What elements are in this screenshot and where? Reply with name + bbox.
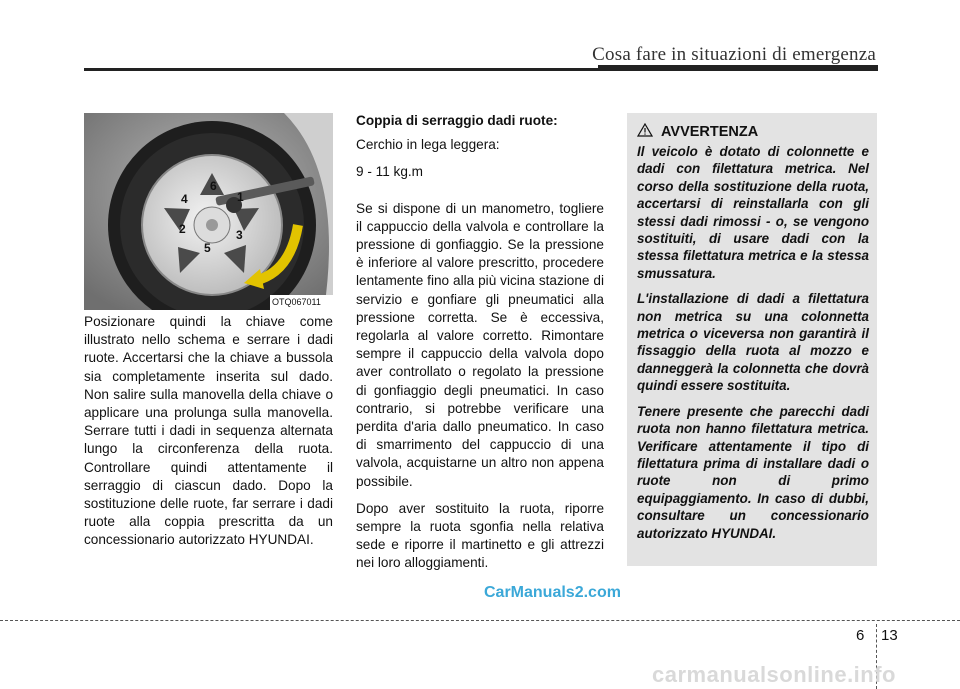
footer-rule [0,620,960,621]
warning-body [637,143,869,550]
nut-label-4: 4 [181,192,188,206]
section-number: 6 [856,627,865,644]
left-column-text: Posizionare quindi la chiave come illustrato nello schema e serrare i dadi ruote. Accertarsi che la chiave a bussola sia completamente inserita sul dado. Non salire sulla manovella della chiave o applicare una prolunga sulla manovella. Serrare tutti i dadi in sequenza alternata lungo la circonferenza della ruota. Controllare quindi attentamente il serraggio di ciascun dado. Dopo la sostituzione delle ruote, far serrare i dadi ruote alla coppia prescritta da un concessionario autorizzato HYUNDAI. [84,314,333,548]
watermark-link[interactable]: CarManuals2.com [484,584,621,601]
figure-code: OTQ067011 [272,297,321,307]
wheel-drawing [84,113,333,310]
warning-paragraph-1: Il veicolo è dotato di colonnette e dadi con filettatura metrica. Nel corso della sostituzione della ruota, accertarsi di reinstallarla con gli stessi dadi rimossi - o, se vengono sostituiti, di usare dadi con la stessa filettatura metrica e la stessa smussatura. [637,144,869,281]
footer-site-watermark: carmanualsonline.info [652,662,896,687]
pressure-paragraph: Se si dispone di un manometro, togliere il cappuccio della valvola e controllare la pressione di gonfiaggio. Se la pressione è inferiore al valore prescritto, procedere lentamente fino alla più vicina stazione di servizio e gonfiare gli pneumatici alla pressione corretta. Se è eccessiva, regolarla al valore corretto. Rimontare sempre il cappuccio della valvola dopo aver controllato o regolato la pressione di gonfiaggio degli pneumatici. In caso contrario, si potrebbe verificare una perdita d'aria dallo pneumatico. In caso di smarrimento del cappuccio di una valvola, acquistarne un altro non appena possibile. [356,200,604,489]
nut-label-3: 3 [236,228,243,242]
nut-label-6: 6 [210,179,217,193]
header-rule-accent [598,65,878,70]
section-title: Cosa fare in situazioni di emergenza [592,44,876,65]
torque-value: 9 - 11 kg.m [356,164,423,180]
storage-paragraph: Dopo aver sostituito la ruota, riporre sempre la ruota sgonfia nella relativa sede e riporre il martinetto e gli attrezzi nei loro alloggiamenti. [356,500,604,571]
warning-paragraph-3: Tenere presente che parecchi dadi ruota non hanno filettatura metrica. Verificare attentamente il tipo di filettatura prima di installare dadi o ruote non di primo equipaggiamento. In caso di dubbi, consultare un concessionario autorizzato HYUNDAI. [637,403,869,541]
warning-header [637,123,758,141]
nut-label-1: 1 [237,190,244,204]
warning-paragraph-2: L'installazione di dadi a filettatura non metrica su una colonnetta metrica o viceversa non garantirà il fissaggio della ruota al mozzo e danneggerà la colonnetta che dovrà quindi essere sostituita. [637,291,869,394]
rim-type: Cerchio in lega leggera: [356,137,500,153]
page-number: 13 [881,627,898,644]
nut-label-5: 5 [204,241,211,255]
torque-heading: Coppia di serraggio dadi ruote: [356,113,558,128]
warning-title: AVVERTENZA [661,124,759,140]
middle-column [356,112,604,582]
wheel-illustration [84,113,333,310]
warning-box [627,113,877,566]
warning-icon [637,123,653,141]
nut-label-2: 2 [179,222,186,236]
